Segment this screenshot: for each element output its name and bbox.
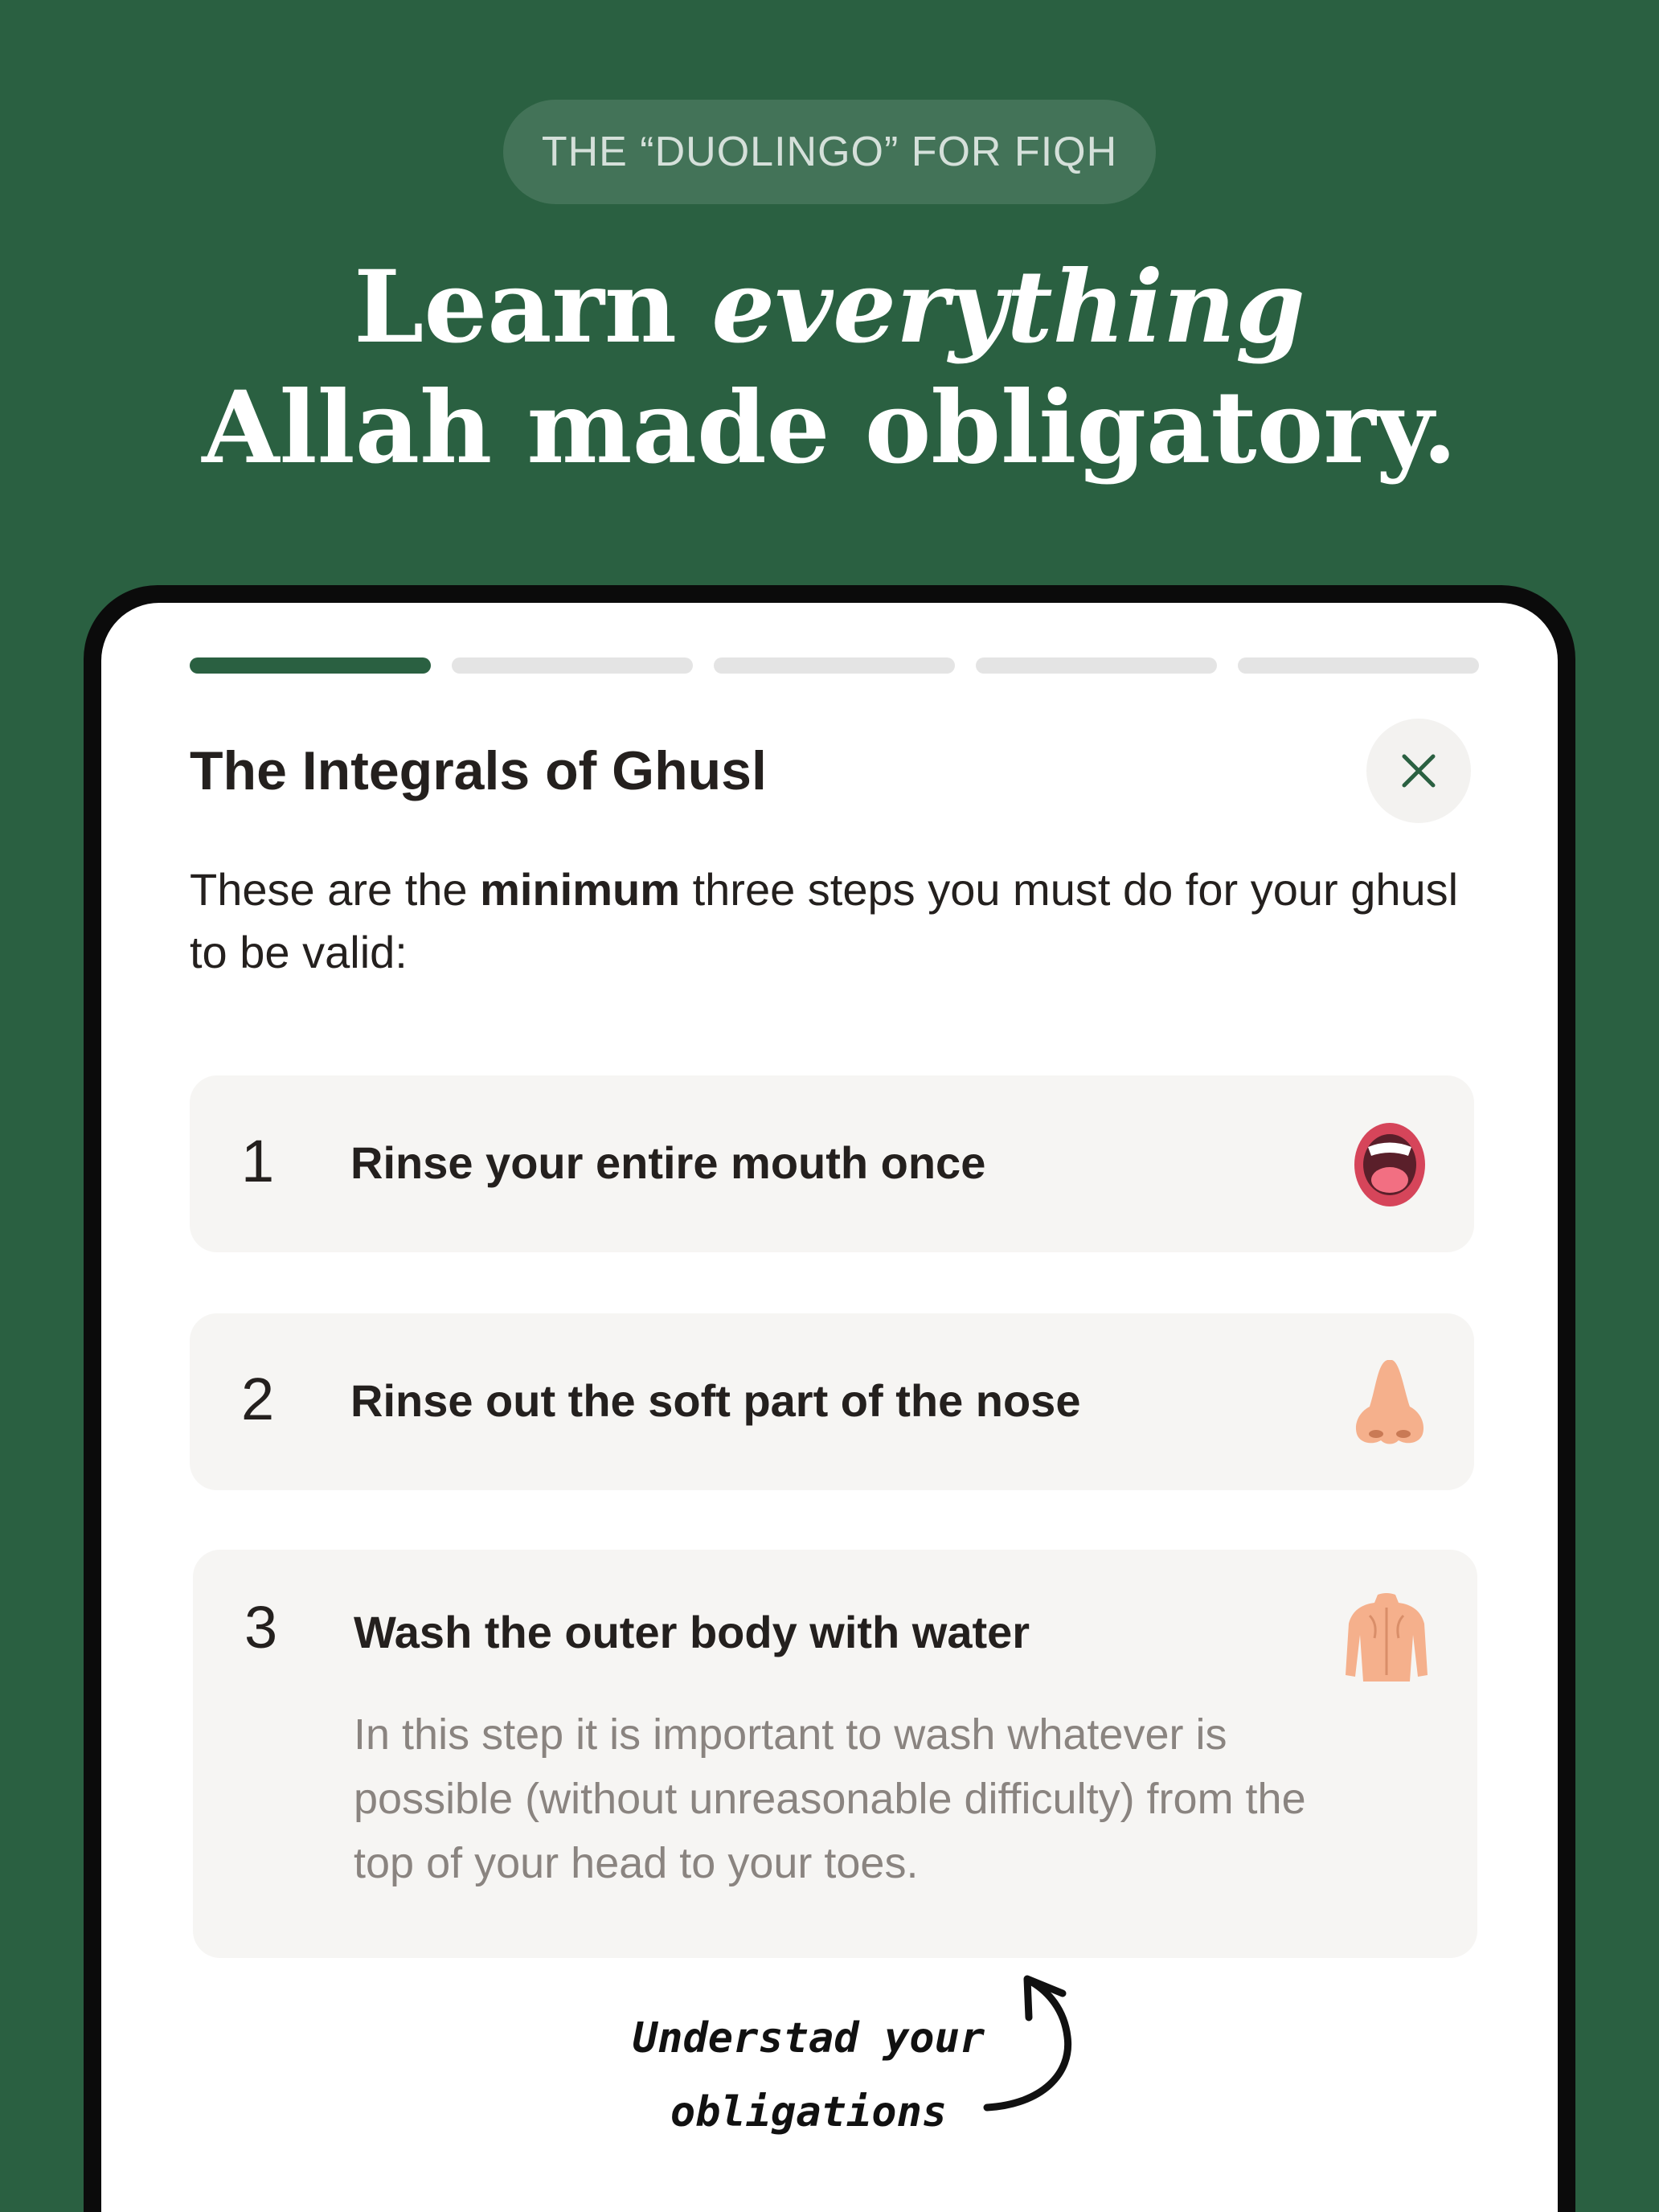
lesson-screen: [101, 603, 1558, 2212]
intro-emphasis: minimum: [480, 864, 681, 915]
lesson-title: The Integrals of Ghusl: [190, 740, 767, 801]
intro-text-end: three steps you must do for your ghusl to be valid:: [190, 864, 1459, 977]
close-button[interactable]: [1366, 719, 1471, 823]
mouth-icon: [1346, 1120, 1434, 1209]
handwritten-note: [600, 2001, 1018, 2149]
tagline-pill: THE “DUOLINGO” FOR FIQH: [503, 100, 1156, 204]
body-back-icon: [1342, 1591, 1431, 1685]
note-line-1: Understad your: [632, 2014, 985, 2062]
step-text: Rinse out the soft part of the nose: [350, 1375, 1081, 1426]
step-number: 2: [241, 1366, 275, 1432]
headline-prefix: Learn: [354, 249, 712, 366]
close-icon: [1399, 752, 1438, 790]
step-text: Wash the outer body with water: [354, 1607, 1030, 1657]
intro-text: These are the: [190, 864, 481, 915]
note-line-2: obligations: [670, 2088, 948, 2136]
step-card-3[interactable]: [193, 1550, 1477, 1958]
progress-segment: [976, 657, 1217, 674]
step-number: 1: [241, 1128, 275, 1194]
step-card-2[interactable]: [190, 1313, 1474, 1490]
step-description: In this step it is important to wash whatever is possible (without unreasonable difficulty) from the top of your head to your toes.: [354, 1710, 1306, 1887]
progress-segment: [452, 657, 693, 674]
headline-emphasis: everything: [711, 249, 1305, 366]
step-text: Rinse your entire mouth once: [350, 1137, 986, 1188]
step-number: 3: [244, 1594, 278, 1661]
headline-line2: Allah made obligatory.: [202, 370, 1457, 486]
step-card-1[interactable]: [190, 1075, 1474, 1252]
progress-segment: [1238, 657, 1479, 674]
progress-segment: [190, 657, 431, 674]
progress-segment: [714, 657, 955, 674]
curved-arrow-icon: [977, 1969, 1098, 2122]
nose-icon: [1346, 1355, 1434, 1452]
lesson-progress-bar: [190, 657, 1479, 674]
device-frame: [84, 585, 1575, 2212]
lesson-intro: [190, 858, 1476, 984]
headline: [0, 248, 1659, 489]
